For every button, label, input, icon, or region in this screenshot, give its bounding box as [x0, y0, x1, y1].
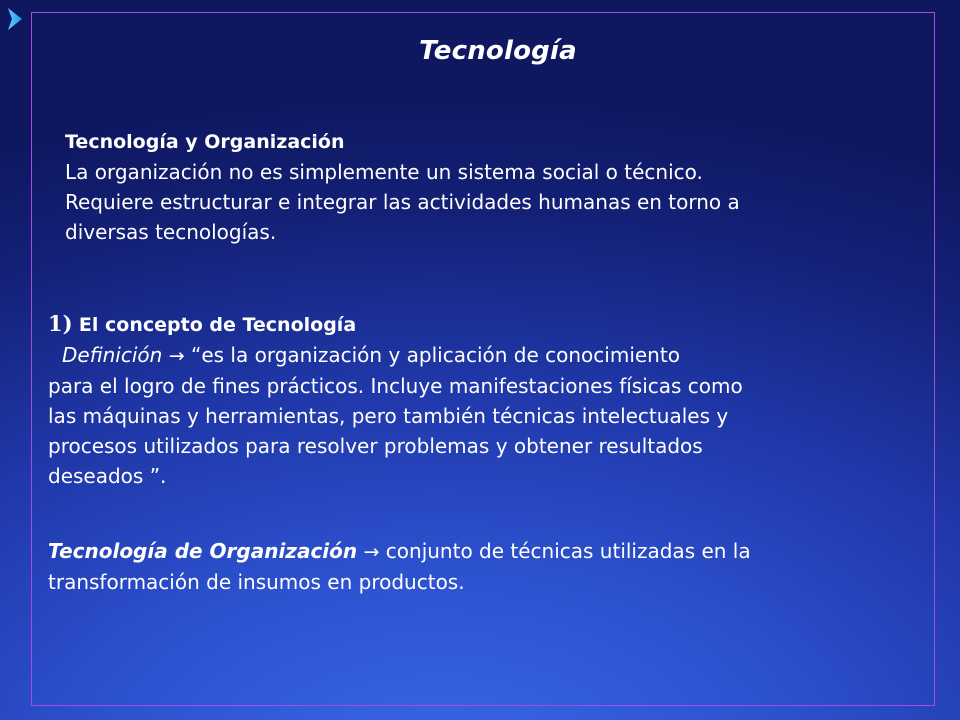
section-concept-of-technology — [48, 309, 743, 491]
right-arrow-icon: → — [363, 541, 380, 563]
right-arrow-icon: → — [168, 345, 185, 367]
section2-heading-row — [48, 309, 743, 340]
definition-text: “es la organización y aplicación de conocimiento — [190, 343, 680, 367]
definition-term: Definición — [62, 343, 163, 367]
section3-row — [48, 536, 751, 567]
section3-term: Tecnología de Organización — [48, 539, 358, 563]
definition-line: deseados ”. — [48, 464, 167, 488]
section2-number: 1) — [48, 311, 73, 336]
definition-line: para el logro de fines prácticos. Incluye manifestaciones físicas como — [48, 374, 743, 398]
section3-line: transformación de insumos en productos. — [48, 570, 465, 594]
section1-line: Requiere estructurar e integrar las actividades humanas en torno a — [65, 190, 740, 214]
triangle-arrow-icon — [8, 8, 22, 30]
section-technology-organization — [65, 127, 740, 247]
definition-line: las máquinas y herramientas, pero también técnicas intelectuales y — [48, 404, 729, 428]
section1-line: diversas tecnologías. — [65, 220, 277, 244]
definition-row — [48, 340, 743, 371]
slide-title: Tecnología — [419, 36, 577, 66]
section-organization-technology — [48, 536, 751, 597]
section2-heading: El concepto de Tecnología — [78, 314, 357, 336]
section3-text: conjunto de técnicas utilizadas en la — [385, 539, 751, 563]
section1-heading: Tecnología y Organización — [65, 131, 345, 153]
section1-line: La organización no es simplemente un sistema social o técnico. — [65, 160, 703, 184]
definition-line: procesos utilizados para resolver problemas y obtener resultados — [48, 434, 703, 458]
